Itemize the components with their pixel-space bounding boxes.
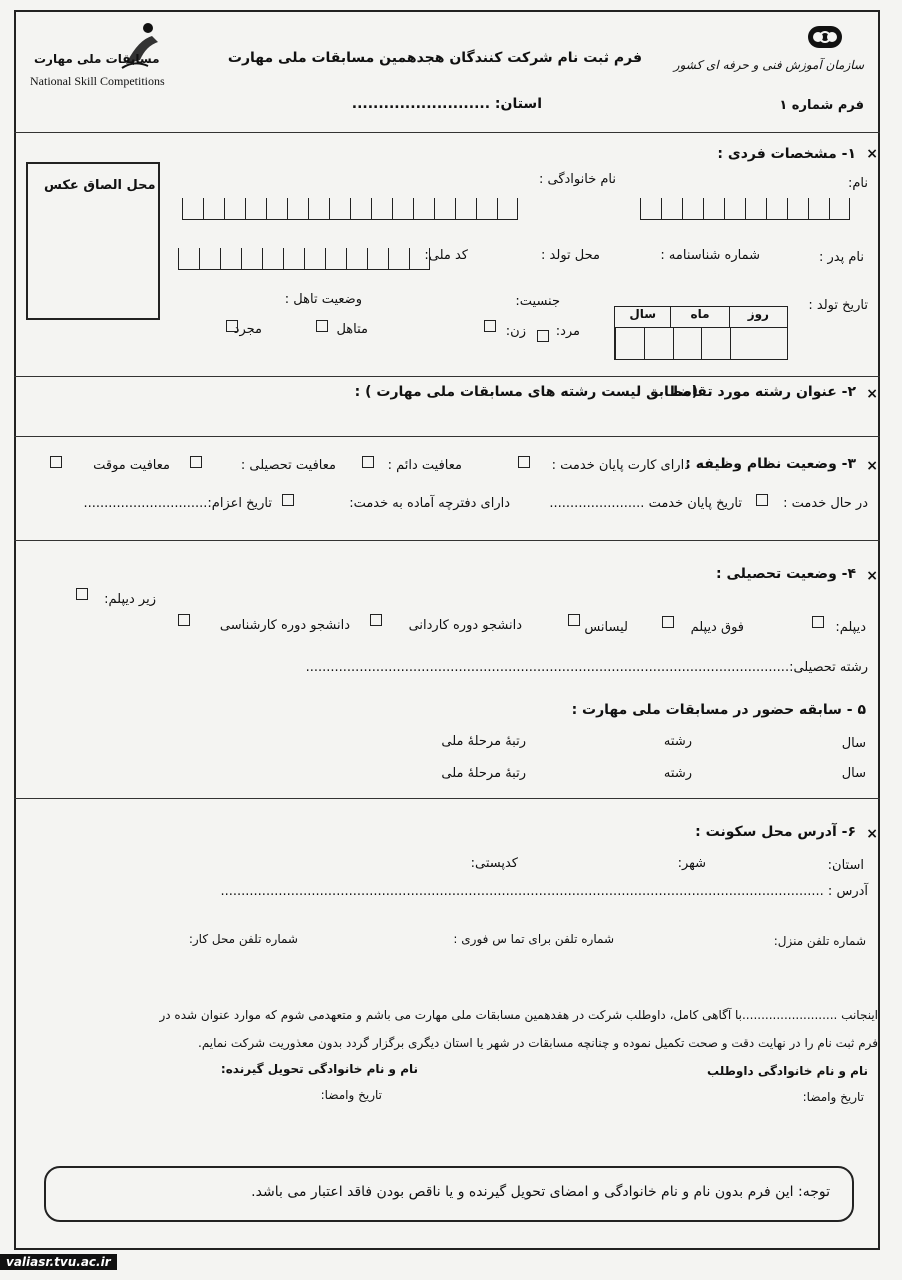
- watermark: valiasr.tvu.ac.ir: [0, 1254, 117, 1270]
- bachelor-checkbox[interactable]: [568, 614, 580, 626]
- year-label: سال: [841, 736, 866, 751]
- single-checkbox[interactable]: [226, 320, 238, 332]
- single-label: مجرد: [233, 322, 262, 337]
- org-name: سازمان آموزش فنی و حرفه ای کشور: [673, 58, 864, 72]
- urgent-phone-label: شماره تلفن برای تما س فوری :: [453, 932, 614, 946]
- section1-title: ۱- مشخصات فردی :: [717, 146, 856, 162]
- military-card-checkbox[interactable]: [518, 456, 530, 468]
- org-logo-icon: [806, 22, 844, 52]
- marital-label: وضعیت تاهل :: [284, 292, 362, 307]
- close-icon: ×: [866, 386, 878, 402]
- section2-title: ۲- عنوان رشته مورد تقاضا: [673, 384, 856, 400]
- province-label: استان:: [827, 858, 864, 873]
- receiver-date-sign: تاریخ وامضا:: [320, 1088, 382, 1102]
- note-text: توجه: این فرم بدون نام و نام خانوادگی و امضای تحویل گیرنده و یا ناقص بودن فاقد اعتبار می باشد.: [251, 1184, 830, 1200]
- father-label: نام پدر :: [819, 250, 864, 265]
- address-field[interactable]: آدرس : ..................................................................................................................................................: [220, 884, 868, 899]
- family-label: نام خانوادگی :: [538, 172, 616, 187]
- major-field[interactable]: رشته تحصیلی:.....................................................................................................................: [305, 660, 868, 675]
- student-associate-checkbox[interactable]: [370, 614, 382, 626]
- female-checkbox[interactable]: [484, 320, 496, 332]
- month-header: ماه: [670, 307, 728, 327]
- form-number: فرم شماره ۱: [779, 98, 864, 113]
- gender-label: جنسیت:: [515, 294, 560, 309]
- national-code-field[interactable]: [178, 248, 430, 270]
- section4-title: ۴- وضعیت تحصیلی :: [716, 566, 856, 582]
- serving-checkbox[interactable]: [756, 494, 768, 506]
- close-icon: ×: [866, 826, 878, 842]
- year-header: سال: [629, 307, 657, 321]
- under-diploma-label: زیر دیپلم:: [104, 592, 156, 607]
- city-label: شهر:: [677, 856, 706, 871]
- permanent-exempt-checkbox[interactable]: [362, 456, 374, 468]
- declaration-line1: اینجانب .........................با آگاهی کامل، داوطلب شرکت در هفدهمین مسابقات ملی مهارت می باشم و متعهدمی شوم که موارد عنوان شده در: [159, 1008, 878, 1022]
- married-label: متاهل: [336, 322, 368, 337]
- rank-label: رتبهٔ مرحلهٔ ملی: [441, 734, 526, 749]
- logo-text-fa: مسابقات ملی مهارت: [34, 52, 160, 66]
- rank-label: رتبهٔ مرحلهٔ ملی: [441, 766, 526, 781]
- student-bachelor-checkbox[interactable]: [178, 614, 190, 626]
- family-field[interactable]: [182, 198, 518, 220]
- birth-date-table[interactable]: [614, 306, 788, 360]
- close-icon: ×: [866, 458, 878, 474]
- day-header: روز: [729, 307, 787, 327]
- applicant-name-label: نام و نام خانوادگی داوطلب: [707, 1064, 868, 1078]
- receiver-name-label: نام و نام خانوادگی تحویل گیرنده:: [220, 1062, 418, 1076]
- birth-date-label: تاریخ تولد :: [808, 298, 868, 313]
- id-number-label: شماره شناسنامه :: [660, 248, 760, 263]
- applicant-date-sign: تاریخ وامضا:: [802, 1090, 864, 1104]
- temp-exempt-label: معافیت موقت: [93, 458, 170, 473]
- female-label: زن:: [505, 324, 526, 339]
- military-card-label: دارای کارت پایان خدمت :: [551, 458, 690, 473]
- section5-title: ۵ - سابقه حضور در مسابقات ملی مهارت :: [571, 702, 866, 718]
- name-field[interactable]: [640, 198, 850, 220]
- reserve-booklet-label: دارای دفترچه آماده به خدمت:: [349, 496, 510, 511]
- permanent-exempt-label: معافیت دائم :: [387, 458, 462, 473]
- name-label: نام:: [847, 176, 868, 191]
- male-checkbox[interactable]: [537, 330, 549, 342]
- temp-exempt-checkbox[interactable]: [50, 456, 62, 468]
- associate-checkbox[interactable]: [662, 616, 674, 628]
- logo-text-en: National Skill Competitions: [30, 74, 165, 88]
- bachelor-label: لیسانس: [584, 620, 628, 635]
- married-checkbox[interactable]: [316, 320, 328, 332]
- birthplace-label: محل تولد :: [541, 248, 600, 263]
- field-label: رشته: [663, 766, 692, 781]
- close-icon: ×: [866, 568, 878, 584]
- divider: [14, 436, 880, 437]
- divider: [14, 132, 880, 133]
- national-code-label: کد ملی:: [424, 248, 468, 263]
- serving-label: در حال خدمت :: [783, 496, 868, 511]
- province-field[interactable]: استان: ..........................: [351, 96, 542, 112]
- year-label: سال: [841, 766, 866, 781]
- student-associate-label: دانشجو دوره کاردانی: [408, 618, 522, 633]
- form-title: فرم ثبت نام شرکت کنندگان هجدهمین مسابقات ملی مهارت: [227, 50, 642, 66]
- study-exempt-checkbox[interactable]: [190, 456, 202, 468]
- student-bachelor-label: دانشجو دوره کارشناسی: [219, 618, 350, 633]
- reserve-booklet-checkbox[interactable]: [282, 494, 294, 506]
- diploma-checkbox[interactable]: [812, 616, 824, 628]
- home-phone-label: شماره تلفن منزل:: [773, 934, 866, 948]
- dispatch-date[interactable]: تاریخ اعزام:..............................: [83, 496, 272, 511]
- close-icon: ×: [866, 146, 878, 162]
- study-exempt-label: معافیت تحصیلی :: [240, 458, 336, 473]
- work-phone-label: شماره تلفن محل کار:: [188, 932, 298, 946]
- section3-title: ۳- وضعیت نظام وظیفه :: [685, 456, 856, 472]
- field-label: رشته: [663, 734, 692, 749]
- divider: [14, 798, 880, 799]
- photo-label: محل الصاق عکس: [44, 178, 156, 193]
- divider: [14, 540, 880, 541]
- postal-label: کدپستی:: [470, 856, 518, 871]
- divider: [14, 376, 880, 377]
- male-label: مرد:: [555, 324, 580, 339]
- section6-title: ۶- آدرس محل سکونت :: [695, 824, 856, 840]
- associate-label: فوق دیپلم: [690, 620, 744, 635]
- service-end-date[interactable]: تاریخ پایان خدمت .......................: [549, 496, 742, 511]
- diploma-label: دیپلم:: [835, 620, 866, 635]
- under-diploma-checkbox[interactable]: [76, 588, 88, 600]
- declaration-line2: فرم ثبت نام را در نهایت دقت و صحت تکمیل نموده و چنانچه مسابقات در شهر یا استان دیگری برگزار گردد بدون معذوریت شرکت نمایم.: [198, 1036, 878, 1050]
- section2-note: (مطابق لیست رشته های مسابقات ملی مهارت ) :: [354, 384, 698, 400]
